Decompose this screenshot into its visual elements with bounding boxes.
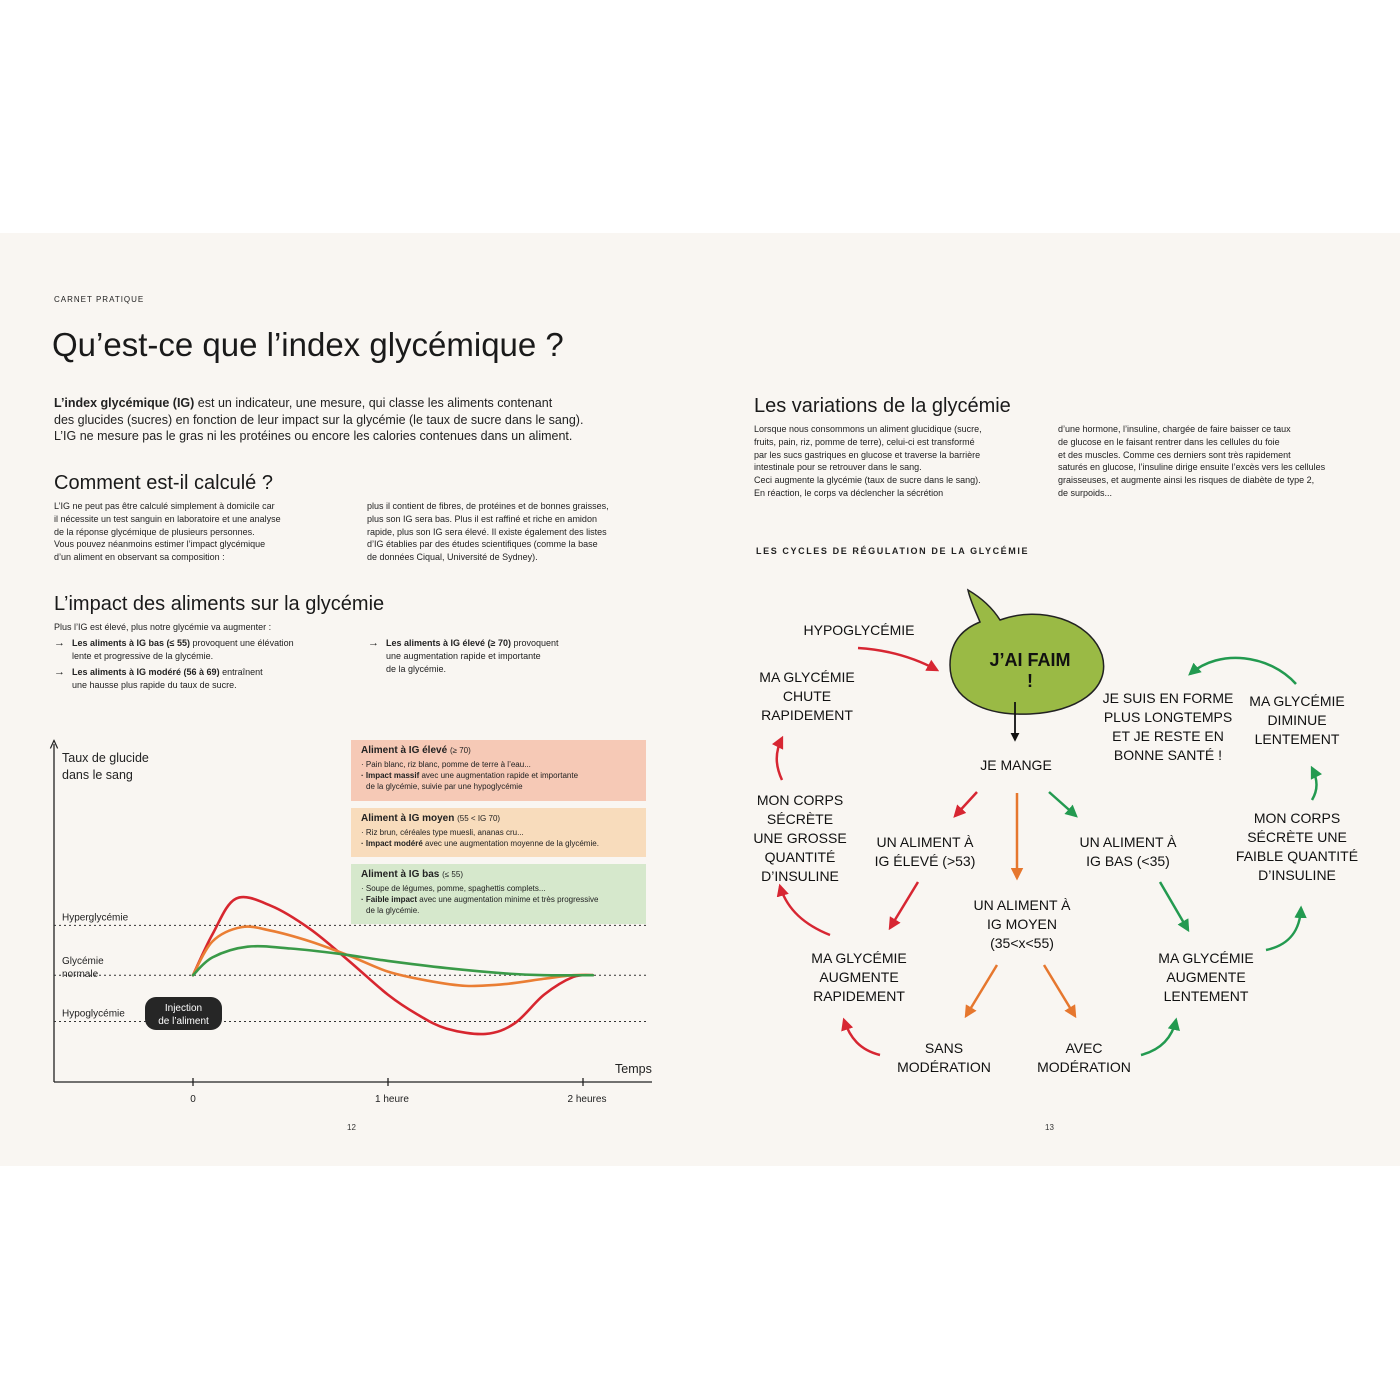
reference-label: Hyperglycémie <box>62 912 129 924</box>
x-axis-label: Temps <box>615 1062 652 1076</box>
x-tick-label: 0 <box>190 1094 196 1105</box>
text-line: En réaction, le corps va déclencher la sécrétion <box>754 487 944 498</box>
intro-line2: des glucides (sucres) en fonction de leur impact sur la glycémie (le taux de sucre dans le sang). <box>54 412 584 427</box>
label-en-forme: JE SUIS EN FORME PLUS LONGTEMPS ET JE RESTE EN BONNE SANTÉ ! <box>1102 690 1234 763</box>
legend-line: avec une augmentation moyenne de la glycémie. <box>425 839 599 848</box>
page-number-left: 12 <box>347 1123 356 1132</box>
text-line: d’IG établies par des études scientifiques (comme la base <box>367 539 598 550</box>
bullet-bold: Les aliments à IG élevé (≥ 70) <box>386 638 511 648</box>
legend-range: (≤ 55) <box>442 870 463 879</box>
bullet-bold: Les aliments à IG bas (≤ 55) <box>72 638 190 648</box>
reference-label: normale <box>62 969 99 981</box>
label-glycemie-diminue: MA GLYCÉMIE DIMINUE LENTEMENT <box>1249 693 1345 747</box>
arrow-diminue-to-forme <box>1190 658 1296 684</box>
text-line: L’IG ne peut pas être calculé simplement à domicile car <box>54 501 275 511</box>
text-line: fruits, pain, riz, pomme de terre), celui-ci est transformé <box>754 436 975 447</box>
arrow-bas-to-lente <box>1160 882 1188 930</box>
bubble-text: J’AI FAIM ! <box>989 650 1071 691</box>
reference-lines <box>54 912 648 1021</box>
arrow-right-icon: → <box>54 637 65 649</box>
text-line: de données Ciqual, Université de Sydney). <box>367 552 538 563</box>
arrow-avec-to-lente <box>1141 1020 1176 1055</box>
impact-lead: Plus l’IG est élevé, plus notre glycémie va augmenter : <box>54 622 272 632</box>
glycemia-chart <box>0 0 700 1160</box>
section-heading-impact: L’impact des aliments sur la glycémie <box>54 593 385 615</box>
arrow-mange-to-eleve <box>955 792 977 816</box>
annotation-line: de l’aliment <box>158 1016 209 1027</box>
variations-column-2 <box>1058 423 1358 500</box>
diagram-title: LES CYCLES DE RÉGULATION DE LA GLYCÉMIE <box>756 546 1030 556</box>
label-sans-moderation: SANS MODÉRATION <box>897 1040 991 1075</box>
label-ig-bas: UN ALIMENT À IG BAS (<35) <box>1079 834 1177 869</box>
annotation-line: Injection <box>164 1003 203 1014</box>
page-number-right: 13 <box>1045 1123 1054 1132</box>
arrow-sans-to-rapide <box>844 1020 880 1055</box>
text-line: rapide, plus son IG sera élevé. Il existe également des listes <box>367 526 607 537</box>
variations-column-1 <box>754 423 1044 500</box>
text-line: plus il contient de fibres, de protéines et de bonnes graisses, <box>367 501 609 511</box>
label-glycemie-chute: MA GLYCÉMIE CHUTE RAPIDEMENT <box>759 669 855 723</box>
arrow-right-icon: → <box>368 637 379 649</box>
label-augmente-lentement: MA GLYCÉMIE AUGMENTE LENTEMENT <box>1158 950 1254 1004</box>
arrow-corps-to-chute <box>777 738 782 780</box>
legend-ig-eleve <box>351 740 646 801</box>
legend-bold: · Impact modéré <box>361 839 423 848</box>
intro-line1: est un indicateur, une mesure, qui classe les aliments contenant <box>197 396 553 410</box>
text-line: intestinale pour se retrouver dans le sang. <box>754 462 922 473</box>
legend-line: de la glycémie, suivie par une hypoglycémie <box>366 782 523 791</box>
arrow-moyen-to-avec <box>1044 965 1075 1016</box>
text-line: et des muscles. Comme ces derniers sont très rapidement <box>1058 449 1291 460</box>
text-line: il nécessite un test sanguin en laboratoire et une analyse <box>54 513 281 524</box>
legend-title: Aliment à IG bas <box>361 869 440 880</box>
page-title: Qu’est-ce que l’index glycémique ? <box>52 326 564 363</box>
text-line: d’un aliment en observant sa composition : <box>54 552 225 563</box>
y-axis-label: Taux de glucide dans le sang <box>62 751 149 782</box>
bullet-text: de la glycémie. <box>386 663 447 674</box>
legend-line: avec une augmentation minime et très progressive <box>419 895 599 904</box>
legend-ig-bas <box>351 864 646 924</box>
section-heading-calcul: Comment est-il calculé ? <box>54 472 273 494</box>
arrow-moyen-to-sans <box>966 965 997 1016</box>
arrow-lente-to-corps <box>1266 908 1301 950</box>
arrow-hypo-to-faim <box>858 648 937 670</box>
label-avec-moderation: AVEC MODÉRATION <box>1037 1040 1131 1075</box>
legend-line: · Pain blanc, riz blanc, pomme de terre à l’eau... <box>361 760 531 769</box>
label-hypoglycemie: HYPOGLYCÉMIE <box>803 622 915 638</box>
text-line: d’une hormone, l’insuline, chargée de faire baisser ce taux <box>1058 424 1291 434</box>
bullet-text: une hausse plus rapide du taux de sucre. <box>72 679 237 690</box>
text-line: Ceci augmente la glycémie (taux de sucre dans le sang). <box>754 475 981 486</box>
text-line: de glucose en le faisant rentrer dans les cellules du foie <box>1058 436 1280 447</box>
bullet-bold: Les aliments à IG modéré (56 à 69) <box>72 667 220 677</box>
intro-term: L’index glycémique (IG) <box>54 396 195 410</box>
text-line: de la réponse glycémique de plusieurs personnes. <box>54 526 255 537</box>
arrow-corps-to-diminue <box>1312 768 1317 800</box>
label-ig-moyen: UN ALIMENT À IG MOYEN (35<x<55) <box>973 897 1071 951</box>
legend-title: Aliment à IG élevé <box>361 745 448 756</box>
text-line: de surpoids... <box>1058 487 1113 498</box>
legend-title: Aliment à IG moyen <box>361 813 455 824</box>
intro-line3: L’IG ne mesure pas le gras ni les protéines ou encore les calories contenues dans un aliment. <box>54 429 573 443</box>
x-tick-label: 2 heures <box>567 1094 607 1105</box>
legend-line: avec une augmentation rapide et importante <box>421 771 579 780</box>
legend-range: (≥ 70) <box>449 746 471 755</box>
right-heading: Les variations de la glycémie <box>754 395 1011 417</box>
legend-line: · Riz brun, céréales type muesli, ananas cru... <box>361 828 524 837</box>
label-corps-faible-quantite: MON CORPS SÉCRÈTE UNE FAIBLE QUANTITÉ D’INSULINE <box>1235 810 1359 883</box>
text-line: saturés en glucose, l’insuline dirige ensuite l’excès vers les cellules <box>1058 462 1326 473</box>
reference-label: Hypoglycémie <box>62 1008 125 1020</box>
injection-annotation <box>145 997 222 1030</box>
legend-bold: · Faible impact <box>361 895 418 904</box>
label-je-mange: JE MANGE <box>980 757 1052 773</box>
arrow-eleve-to-rapide <box>890 882 918 928</box>
arrow-right-icon: → <box>54 666 65 678</box>
bullet-text: provoquent une élévation <box>192 638 294 648</box>
legend-ig-moyen <box>351 808 646 857</box>
reference-label: Glycémie <box>62 956 104 968</box>
x-tick-label: 1 heure <box>375 1094 409 1105</box>
bullet-text: entraînent <box>222 667 263 677</box>
label-corps-grosse-quantite: MON CORPS SÉCRÈTE UNE GROSSE QUANTITÉ D’INSULINE <box>753 792 847 884</box>
arrow-mange-to-bas <box>1049 792 1076 816</box>
arrow-rapide-to-corps <box>780 886 830 935</box>
bullet-text: provoquent <box>513 638 559 648</box>
text-line: Lorsque nous consommons un aliment glucidique (sucre, <box>754 424 982 434</box>
label-augmente-rapidement: MA GLYCÉMIE AUGMENTE RAPIDEMENT <box>811 950 907 1004</box>
section-eyebrow: CARNET PRATIQUE <box>54 295 145 304</box>
series-line <box>193 927 593 986</box>
text-line: Vous pouvez néanmoins estimer l’impact glycémique <box>54 539 266 550</box>
legend-bold: · Impact massif <box>361 771 420 780</box>
legend-line: · Soupe de légumes, pomme, spaghettis complets... <box>361 884 546 893</box>
text-line: par les sucs gastriques en glucose et traverse la barrière <box>754 449 981 460</box>
label-ig-eleve: UN ALIMENT À IG ÉLEVÉ (>53) <box>874 834 976 869</box>
legend-line: de la glycémie. <box>366 906 420 915</box>
legend-range: (55 < IG 70) <box>457 814 501 823</box>
text-line: graisseuses, et augmente ainsi les risques de diabète de type 2, <box>1058 475 1315 486</box>
text-line: plus son IG sera bas. Plus il est raffiné et riche en amidon <box>367 513 597 524</box>
series-line <box>193 946 593 975</box>
bullet-text: une augmentation rapide et importante <box>386 650 541 661</box>
bullet-text: lente et progressive de la glycémie. <box>72 650 214 661</box>
